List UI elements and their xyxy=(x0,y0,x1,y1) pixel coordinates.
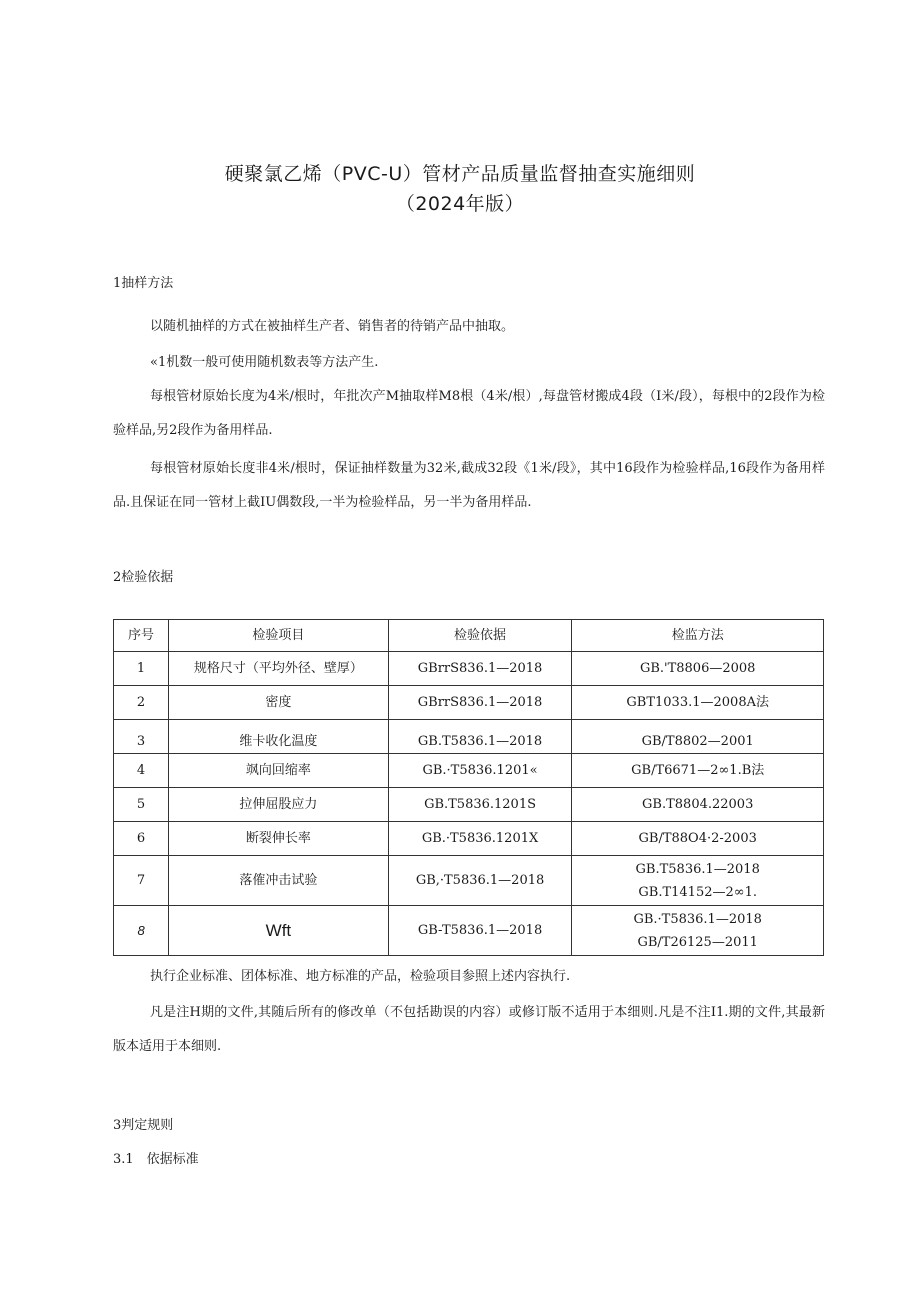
cell-method xyxy=(572,856,824,906)
cell-no: 1 xyxy=(114,652,169,686)
cell-item: 断裂伸长率 xyxy=(169,822,389,856)
cell-no: 4 xyxy=(114,754,169,788)
section-1-paragraph: 每根管材原始长度为4米/根时，年批次产M抽取样M8根（4米/根）,每盘管材搬成4段（I米/段），每根中的2段作为检验样品,另2段作为备用样品. xyxy=(113,389,825,438)
cell-item: 密度 xyxy=(169,686,389,720)
document-title: 硬聚氯乙烯（PVC-U）管材产品质量监督抽查实施细则 xyxy=(224,163,696,185)
section-2-heading: 2检验依据 xyxy=(113,570,174,585)
cell-item: 规格尺寸（平均外径、壁厚） xyxy=(169,652,389,686)
cell-method: GB/T88O4·2-2003 xyxy=(572,822,824,856)
cell-no: 8 xyxy=(114,906,169,956)
cell-method: GB.'T8806—2008 xyxy=(572,652,824,686)
section-1-heading: 1抽样方法 xyxy=(113,276,174,291)
cell-no: 2 xyxy=(114,686,169,720)
section-3-1-heading: 3.1 依据标准 xyxy=(113,1152,199,1167)
cell-basis: GB.T5836.1201S xyxy=(388,788,572,822)
cell-basis: GBrrS836.1—2018 xyxy=(388,652,572,686)
cell-method-line: GB.T14152—2∞1. xyxy=(638,884,757,900)
cell-item: Wft xyxy=(169,906,389,956)
header-method: 检监方法 xyxy=(572,620,824,652)
cell-basis: GBrrS836.1—2018 xyxy=(388,686,572,720)
cell-method: GB/T6671—2∞1.B法 xyxy=(572,754,824,788)
cell-basis: GB.T5836.1—2018 xyxy=(388,720,572,754)
cell-method-line: GB.T5836.1—2018 xyxy=(635,861,760,877)
table-row xyxy=(114,788,824,822)
section-1-paragraph: «1机数一般可使用随机数表等方法产生. xyxy=(150,355,379,370)
table-row xyxy=(114,652,824,686)
table-row xyxy=(114,906,824,956)
cell-basis: GB.·T5836.1201« xyxy=(388,754,572,788)
cell-basis: GB-T5836.1—2018 xyxy=(388,906,572,956)
section-1-paragraph: 每根管材原始长度非4米/根时，保证抽样数量为32米,截成32段《1米/段》，其中16段作为检验样品,16段作为备用样品.且保证在同一管材上截IU偶数段,一半为检验样品，另一半为备用样品. xyxy=(113,461,825,510)
cell-no: 7 xyxy=(114,856,169,906)
table-row xyxy=(114,720,824,754)
cell-item: 落傕冲击试验 xyxy=(169,856,389,906)
cell-method-line: GB.·T5836.1—2018 xyxy=(633,911,762,927)
cell-no: 6 xyxy=(114,822,169,856)
cell-item: 维卡收化温度 xyxy=(169,720,389,754)
cell-item: 拉伸屈股应力 xyxy=(169,788,389,822)
table-row xyxy=(114,686,824,720)
cell-method: GB.T8804.22003 xyxy=(572,788,824,822)
cell-method xyxy=(572,906,824,956)
inspection-table xyxy=(113,619,824,956)
table-header-row xyxy=(114,620,824,652)
table-row xyxy=(114,822,824,856)
table-row xyxy=(114,754,824,788)
cell-basis: GB,·T5836.1—2018 xyxy=(388,856,572,906)
cell-no: 3 xyxy=(114,720,169,754)
header-no: 序号 xyxy=(114,620,169,652)
section-2-paragraph: 执行企业标准、团体标准、地方标准的产品，检验项目参照上述内容执行. xyxy=(150,969,571,984)
cell-basis: GB.·T5836.1201X xyxy=(388,822,572,856)
header-item: 检验项目 xyxy=(169,620,389,652)
cell-method-line: GB/T26125—2011 xyxy=(637,934,758,950)
section-3-heading: 3判定规则 xyxy=(113,1118,174,1133)
cell-no: 5 xyxy=(114,788,169,822)
section-2-paragraph: 凡是注H期的文件,其随后所有的修改单（不包括勘误的内容）或修订版不适用于本细则.凡是不注I1.期的文件,其最新版本适用于本细则. xyxy=(113,1005,825,1054)
section-1-paragraph: 以随机抽样的方式在被抽样生产者、销售者的待销产品中抽取。 xyxy=(150,319,515,334)
table-row xyxy=(114,856,824,906)
cell-method: GBT1033.1—2008A法 xyxy=(572,686,824,720)
document-subtitle: （2024年版） xyxy=(395,193,525,215)
header-basis: 检验依据 xyxy=(388,620,572,652)
cell-method: GB/T8802—2001 xyxy=(572,720,824,754)
cell-item: 飒向回缩率 xyxy=(169,754,389,788)
